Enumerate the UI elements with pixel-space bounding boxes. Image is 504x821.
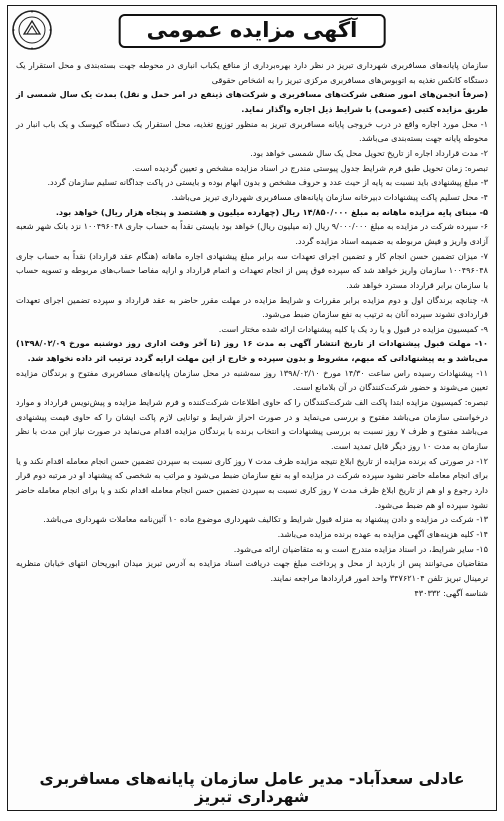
notice-id: شناسه آگهی: ۴۳۰۳۳۲ <box>414 587 488 598</box>
clause-5: ۵- مبنای پایه مزایده ماهانه به مبلغ ۱۴/۸۵۰/۰۰۰ ریال (چهارده میلیون و هشتصد و پنجاه هزار ریال) خواهد بود. <box>55 206 488 217</box>
clause-2-note: تبصره: زمان تحویل طبق فرم شرایط جدول پیوستی مندرج در اسناد مزایده مشخص و تعیین گردیده است. <box>132 162 488 173</box>
intro-paragraph: سازمان پایانه‌های مسافربری شهرداری تبریز در نظر دارد بهره‌برداری از منافع یکباب انباری در محوطه جهت بسته‌بندی و محل استقرار یک دستگاه کانکس تغذیه به اتوبوس‌های مسافربری مرکزی تبریز را به اشخاص حقوقی <box>16 60 488 85</box>
header <box>8 6 496 58</box>
clause-1: ۱- محل مورد اجاره واقع در درب خروجی پایانه مسافربری تبریز به منظور توزیع تغذیه، محل استقرار یک دستگاه کیوسک و یک باب انبار در محوطه پایانه جهت بسته‌بندی می‌باشد. <box>16 118 488 144</box>
clause-14: ۱۴- کلیه هزینه‌های آگهی مزایده به عهده برنده مزایده می‌باشد. <box>277 529 488 539</box>
clause-8: ۸- چنانچه برندگان اول و دوم مزایده برابر مقررات و شرایط مزایده در مهلت مقرر حاضر به عقد قرارداد و سپرده تضمین اجرای تعهدات قراردادی نشوند سپرده آنان به ترتیب به نفع سازمان ضبط می‌شود. <box>16 294 488 320</box>
notice-title: آگهی مزایده عمومی <box>119 14 386 48</box>
notice-page <box>7 5 497 811</box>
clause-15: ۱۵- سایر شرایط، در اسناد مزایده مندرج است و به متقاضیان ارائه می‌شود. <box>233 543 488 554</box>
contact-paragraph: متقاضیان می‌توانند پس از بازدید از محل و پرداخت مبلغ جهت دریافت اسناد مزایده به آدرس تبریز میدان ابوریحان انتهای خیابان منظریه ترمینال تبریز تلفن ۳۴۷۶۲۱۰۴ واحد امور قراردادها مراجعه نمایند. <box>16 558 488 583</box>
clause-9: ۹- کمیسیون مزایده در قبول و یا رد یک یا کلیه پیشنهادات ارائه شده مختار است. <box>218 323 488 334</box>
clause-7: ۷- میزان تضمین حسن انجام کار و تضمین اجرای تعهدات سه برابر مبلغ پیشنهادی اجاره ماهانه (هنگام عقد قرارداد) نقداً به حساب جاری ۱۰۰۴۹۶۰۴۸ سازمان واریز خواهد شد که سپرده فوق پس از انجام تعهدات و اتمام قرارداد و ارایه مفاصا حساب‌های مربوطه و تسویه حساب با سازمان برابر قرارداد مسترد خواهد شد. <box>16 250 488 290</box>
clause-2: ۲- مدت قرارداد اجاره از تاریخ تحویل محل یک سال شمسی خواهد بود. <box>250 147 488 158</box>
clause-10: ۱۰- مهلت قبول پیشنهادات از تاریخ انتشار آگهی به مدت ۱۶ روز (تا آخر وقت اداری روز دوشنبه مورخ ۱۳۹۸/۰۲/۰۹) می‌باشد و به پیشنهاداتی که مبهم، مشروط و بدون سپرده و خارج از این مهلت ارایه گردد ترتیب اثر داده نخواهد شد. <box>16 338 489 364</box>
clause-3: ۳- مبلغ پیشنهادی باید نسبت به پایه از حیث عدد و حروف مشخص و بدون ابهام بوده و بایستی در پاکت جداگانه تسلیم سازمان گردد. <box>47 177 488 188</box>
clause-11-note: تبصره: کمیسیون مزایده ابتدا پاکت الف شرکت‌کنندگان را که حاوی اطلاعات شرکت‌کننده و فرم شرایط مزایده و پیش‌نویس قرارداد و موارد درخواستی سازمان می‌باشد مفتوح و بررسی می‌نماید و در صورت احراز شرایط و توانایی لازم پاکت ایشان را که حاوی قیمت پیشنهادی می‌باشد مفتوح و ظرف ۷ روز نسبت به بررسی پیشنهادات و انتخاب برنده با برندگان مزایده اقدام می‌نماید در صورت نیاز این مدت با نظر سازمان به مدت ۱۰ روز دیگر قابل تمدید است. <box>16 397 489 452</box>
signature-line: عادلی سعدآباد- مدیر عامل سازمان پایانه‌های مسافربری شهرداری تبریز <box>39 770 465 806</box>
clause-6: ۶- سپرده شرکت در مزایده به مبلغ ۹/۰۰۰/۰۰۰ ریال (نه میلیون ریال) خواهد بود بایستی نقداً به حساب جاری ۱۰۰۴۹۶۰۴۸ نزد بانک شهر شعبه آزادی واریز و فیش مربوطه به ضمیمه اسناد مزایده گردد. <box>16 221 488 246</box>
clause-4: ۴- محل تسلیم پاکت پیشنهادات دبیرخانه سازمان پایانه‌های مسافربری شهرداری تبریز می‌باشد. <box>171 191 488 202</box>
notice-body <box>8 58 496 600</box>
clause-12: ۱۲- در صورتی که برنده مزایده از تاریخ ابلاغ نتیجه مزایده ظرف مدت ۷ روز کاری نسبت به سپردن تضمین حسن انجام معامله اقدام نکند و یا برای انجام معامله حاضر نشود سپرده شرکت در مزایده او به نفع سازمان ضبط می‌شود و مراتب به شخصی که پیشنهاد او در مرتبه دوم قرار دارد رجوع و او هم از تاریخ ابلاغ ظرف مدت ۷ روز کاری نسبت به سپردن تضمین حسن انجام معامله اقدام نکند و یا برای انجام معامله حاضر نشود سپرده او هم ضبط می‌شود. <box>16 455 489 510</box>
intro-paragraph-2: (صرفاً انجمن‌های امور صنفی شرکت‌های مسافربری و شرکت‌های ذینفع در امر حمل و نقل) بمدت یک سال شمسی از طریق مزایده کتبی (عمومی) با شرایط ذیل اجاره واگذار نماید. <box>16 89 488 114</box>
clause-11: ۱۱- پیشنهادات رسیده راس ساعت ۱۴/۳۰ مورخ ۱۳۹۸/۰۲/۱۰ روز سه‌شنبه در محل سازمان پایانه‌های مسافربری مفتوح و برندگان مزایده تعیین می‌شوند و حضور شرکت‌کنندگان در آن بلامانع است. <box>16 367 488 393</box>
clause-13: ۱۳- شرکت در مزایده و دادن پیشنهاد به منزله قبول شرایط و تکالیف شهرداری موضوع ماده ۱۰ آئین‌نامه معاملات شهرداری می‌باشد. <box>43 514 488 525</box>
seal-logo-icon <box>10 8 54 52</box>
